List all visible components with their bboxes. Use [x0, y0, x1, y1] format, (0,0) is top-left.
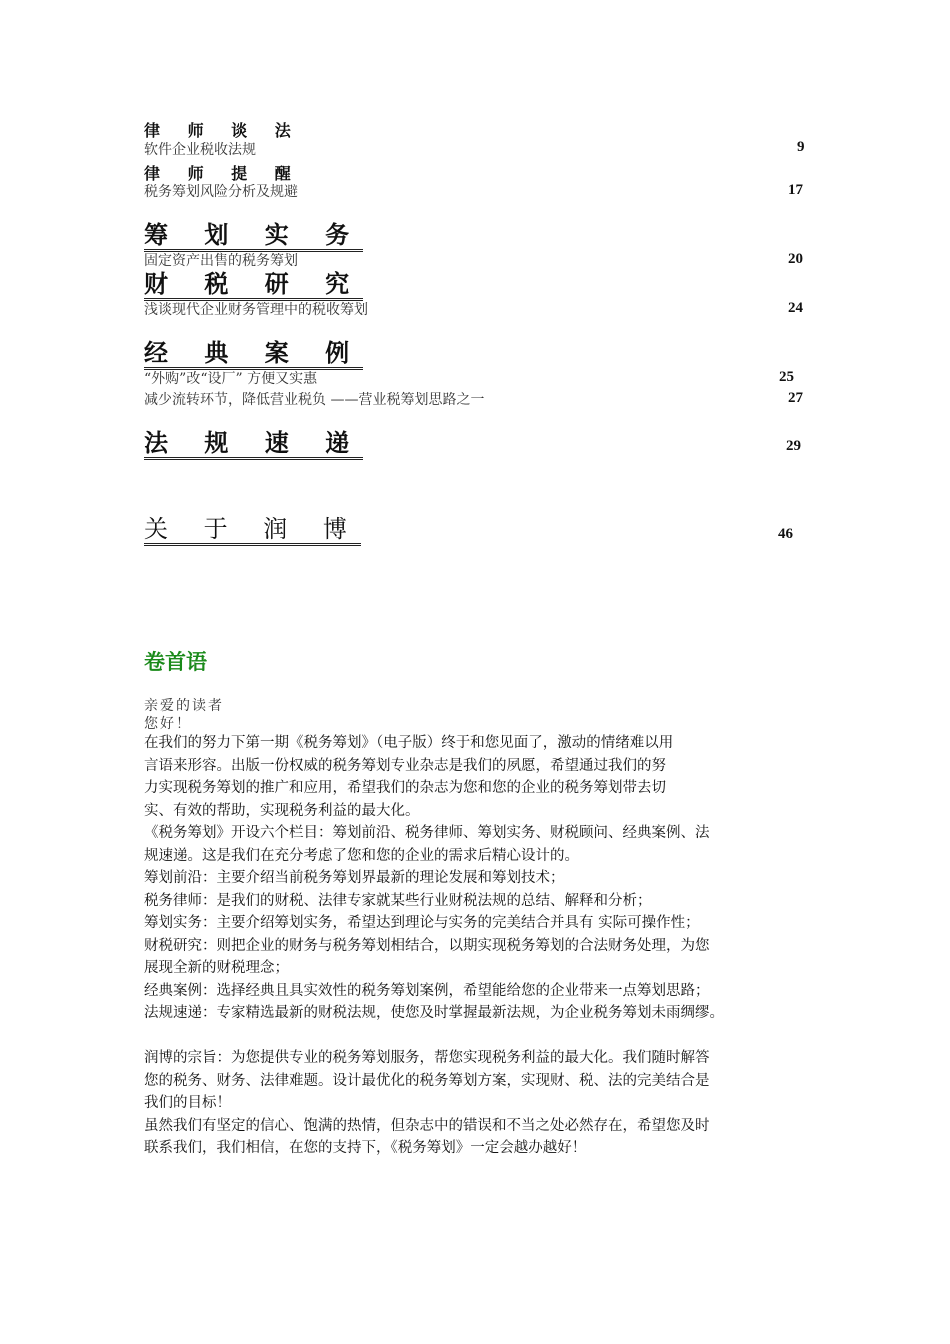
preface-line: 实、有效的帮助，实现税务利益的最大化。 [144, 802, 420, 819]
preface-line: 筹划实务：主要介绍筹划实务，希望达到理论与实务的完美结合并具有 实际可操作性； [144, 915, 700, 931]
toc-entry-case-1[interactable]: “外购”改“设厂” 方便又实惠 [144, 371, 318, 387]
toc-heading-planning-practice: 筹 划 实 务 [144, 222, 363, 252]
preface-line: 财税研究：则把企业的财务与税务筹划相结合，以期实现税务筹划的合法财务处理，为您 [144, 937, 710, 954]
preface-body [144, 732, 824, 1160]
preface-line: 力实现税务筹划的推广和应用，希望我们的杂志为您和您的企业的税务筹划带去切 [144, 780, 666, 796]
toc-entry-fixed-assets[interactable]: 固定资产出售的税务筹划 [144, 253, 298, 269]
preface-line: 展现全新的财税理念； [144, 960, 289, 976]
toc-entry-software-tax[interactable]: 软件企业税收法规 [144, 142, 256, 158]
preface-title: 卷首语 [144, 650, 207, 674]
toc-heading-lawyer-remind: 律 师 提 醒 [144, 164, 302, 183]
toc-heading-tax-research: 财 税 研 究 [144, 271, 363, 301]
toc-page-number: 27 [788, 390, 803, 406]
preface-line: 税务律师：是我们的财税、法律专家就某些行业财税法规的总结、解释和分析； [144, 892, 652, 909]
toc-heading-about[interactable]: 关 于 润 博 [144, 516, 361, 546]
preface-line: 润博的宗旨：为您提供专业的税务筹划服务，帮您实现税务利益的最大化。我们随时解答 [144, 1050, 710, 1066]
preface-line: 筹划前沿：主要介绍当前税务筹划界最新的理论发展和筹划技术； [144, 870, 565, 886]
toc-page-number: 20 [788, 251, 803, 267]
toc-page-number: 17 [788, 182, 803, 198]
toc-page-number: 9 [797, 139, 805, 155]
preface-line: 言语来形容。出版一份权威的税务筹划专业杂志是我们的夙愿，希望通过我们的努 [144, 757, 666, 774]
toc-page-number: 46 [778, 526, 793, 542]
preface-line: 联系我们，我们相信，在您的支持下，《税务筹划》一定会越办越好！ [144, 1140, 587, 1156]
preface-line: 在我们的努力下第一期《税务筹划》（电子版）终于和您见面了，激动的情绪难以用 [144, 735, 674, 751]
toc-entry-financial-management[interactable]: 浅谈现代企业财务管理中的税收筹划 [144, 302, 368, 318]
preface-line: 虽然我们有坚定的信心、饱满的热情，但杂志中的错误和不当之处必然存在，希望您及时 [144, 1117, 710, 1134]
toc-page-number: 29 [786, 438, 801, 454]
preface-line: 您的税务、财务、法律难题。设计最优化的税务筹划方案，实现财、税、法的完美结合是 [144, 1072, 710, 1089]
preface-line: 经典案例：选择经典且具实效性的税务筹划案例，希望能给您的企业带来一点筹划思路； [144, 982, 710, 999]
toc-page-number: 24 [788, 300, 803, 316]
preface-line: 我们的目标！ [144, 1095, 231, 1111]
preface-line: 规速递。这是我们在充分考虑了您和您的企业的需求后精心设计的。 [144, 847, 579, 864]
toc-heading-lawyer-talk: 律 师 谈 法 [144, 121, 302, 140]
preface-salutation: 您好！ [144, 716, 192, 732]
toc-entry-case-2[interactable]: 减少流转环节，降低营业税负 ——营业税筹划思路之一 [144, 392, 485, 408]
toc-heading-regulations[interactable]: 法 规 速 递 [144, 430, 363, 460]
paragraph-gap [144, 1025, 824, 1048]
preface-greeting: 亲爱的读者 [144, 698, 224, 714]
toc-heading-classic-cases: 经 典 案 例 [144, 340, 363, 370]
toc-entry-risk-analysis[interactable]: 税务筹划风险分析及规避 [144, 184, 298, 200]
preface-line: 法规速递：专家精选最新的财税法规，使您及时掌握最新法规，为企业税务筹划未雨绸缪。 [144, 1005, 724, 1021]
preface-line: 《税务筹划》开设六个栏目：筹划前沿、税务律师、筹划实务、财税顾问、经典案例、法 [144, 825, 710, 841]
toc-page-number: 25 [779, 369, 794, 385]
